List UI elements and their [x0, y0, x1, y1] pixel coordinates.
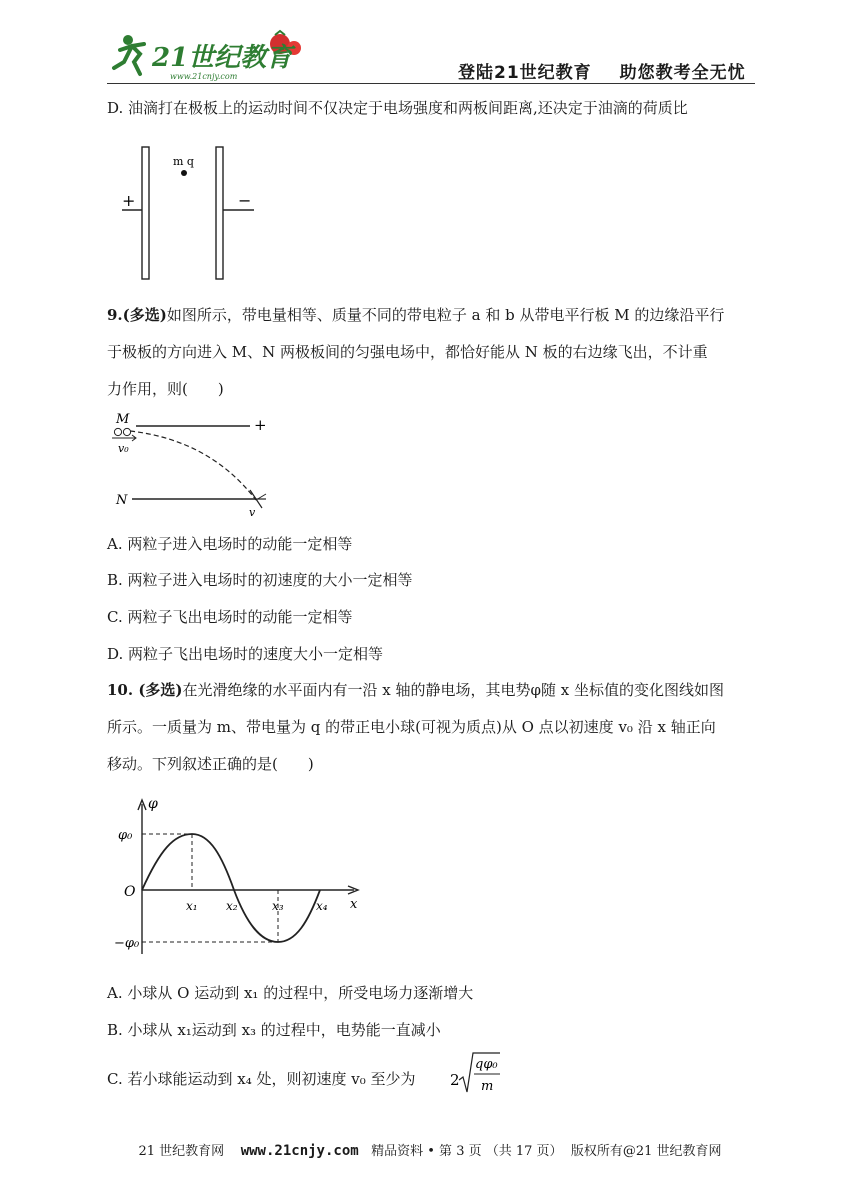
plate-m-plus: +: [254, 416, 267, 434]
phi-pos-label: φ₀: [118, 828, 133, 843]
particle-b: [123, 428, 130, 435]
q9-option-a[interactable]: A. 两粒子进入电场时的动能一定相等: [107, 535, 353, 553]
y-axis-label: φ: [148, 796, 158, 812]
q10-potential-graph: [110, 790, 370, 969]
particle-a: [114, 428, 121, 435]
q10-option-c[interactable]: C. 若小球能运动到 x₄ 处，则初速度 v₀ 至少为: [107, 1070, 416, 1088]
q10-option-b[interactable]: B. 小球从 x₁运动到 x₃ 的过程中，电势能一直减小: [107, 1021, 441, 1039]
q9-option-d[interactable]: D. 两粒子飞出电场时的速度大小一定相等: [107, 645, 384, 663]
running-figure-icon: [114, 35, 144, 74]
site-logo: [110, 28, 310, 82]
footer-page-info: 精品资料 • 第 3 页 （共 17 页）: [371, 1144, 563, 1159]
plus-sign: +: [122, 191, 136, 210]
q9-number: 9.(多选): [107, 306, 167, 324]
q9-plates-figure: [110, 408, 280, 524]
logo-url: www.21cnjy.com: [170, 72, 238, 81]
potential-curve: [142, 834, 320, 942]
left-plate: [142, 147, 149, 279]
q8-capacitor-figure: [110, 140, 270, 289]
q10-line1: 10. (多选)在光滑绝缘的水平面内有一沿 x 轴的静电场，其电势φ随 x 坐标值的变化图线如图: [107, 681, 725, 699]
q9-option-c[interactable]: C. 两粒子飞出电场时的动能一定相等: [107, 608, 353, 626]
q10-number: 10. (多选): [107, 681, 183, 699]
q8-option-d: D. 油滴打在极板上的运动时间不仅决定于电场强度和两板间距离,还决定于油滴的荷质比: [107, 99, 688, 117]
option-c-formula: [450, 1050, 510, 1102]
x-axis-label: x: [350, 897, 358, 912]
formula-num: qφ₀: [475, 1057, 498, 1072]
right-plate: [216, 147, 223, 279]
trajectory: [130, 431, 256, 500]
slogan-left: 登陆21世纪教育: [458, 63, 592, 83]
origin-label: O: [124, 884, 136, 900]
formula-den: m: [481, 1079, 494, 1094]
plate-n-label: N: [116, 493, 128, 508]
minus-sign: −: [238, 191, 252, 210]
tick-x4: x₄: [316, 899, 328, 913]
slogan-right: 助您教考全无忧: [619, 63, 746, 83]
logo-text: 21世纪教育: [152, 43, 293, 73]
q10-line2: 所示。一质量为 m、带电量为 q 的带正电小球(可视为质点)从 O 点以初速度 v₀ 沿 x 轴正向: [107, 718, 716, 736]
q10-line3: 移动。下列叙述正确的是( ): [107, 755, 314, 773]
formula-coef: 2: [450, 1071, 460, 1089]
q9-line3: 力作用，则( ): [107, 380, 224, 398]
phi-neg-label: −φ₀: [114, 936, 140, 951]
footer-url[interactable]: www.21cnjy.com: [240, 1143, 359, 1159]
footer-copyright: 版权所有@21 世纪教育网: [570, 1144, 722, 1159]
footer-site: 21 世纪教育网: [138, 1144, 225, 1159]
q9-line2: 于极板的方向进入 M、N 两极板间的匀强电场中，都恰好能从 N 板的右边缘飞出，不计重: [107, 343, 708, 361]
v0-label: v₀: [118, 442, 129, 455]
tick-x2: x₂: [226, 899, 238, 913]
q9-option-b[interactable]: B. 两粒子进入电场时的初速度的大小一定相等: [107, 571, 413, 589]
oil-drop: [181, 170, 187, 176]
tick-x1: x₁: [186, 899, 198, 913]
header-slogan: [458, 58, 774, 83]
q9-line1: 9.(多选)如图所示，带电量相等、质量不同的带电粒子 a 和 b 从带电平行板 M 的边缘沿平行: [107, 306, 725, 324]
plate-m-label: M: [116, 412, 130, 427]
particle-label: m q: [173, 155, 194, 168]
page-footer: [0, 1140, 860, 1159]
q10-option-a[interactable]: A. 小球从 O 运动到 x₁ 的过程中，所受电场力逐渐增大: [107, 984, 474, 1002]
v-label: v: [249, 506, 256, 519]
tick-x3: x₃: [272, 899, 284, 913]
header-divider: [107, 83, 755, 84]
